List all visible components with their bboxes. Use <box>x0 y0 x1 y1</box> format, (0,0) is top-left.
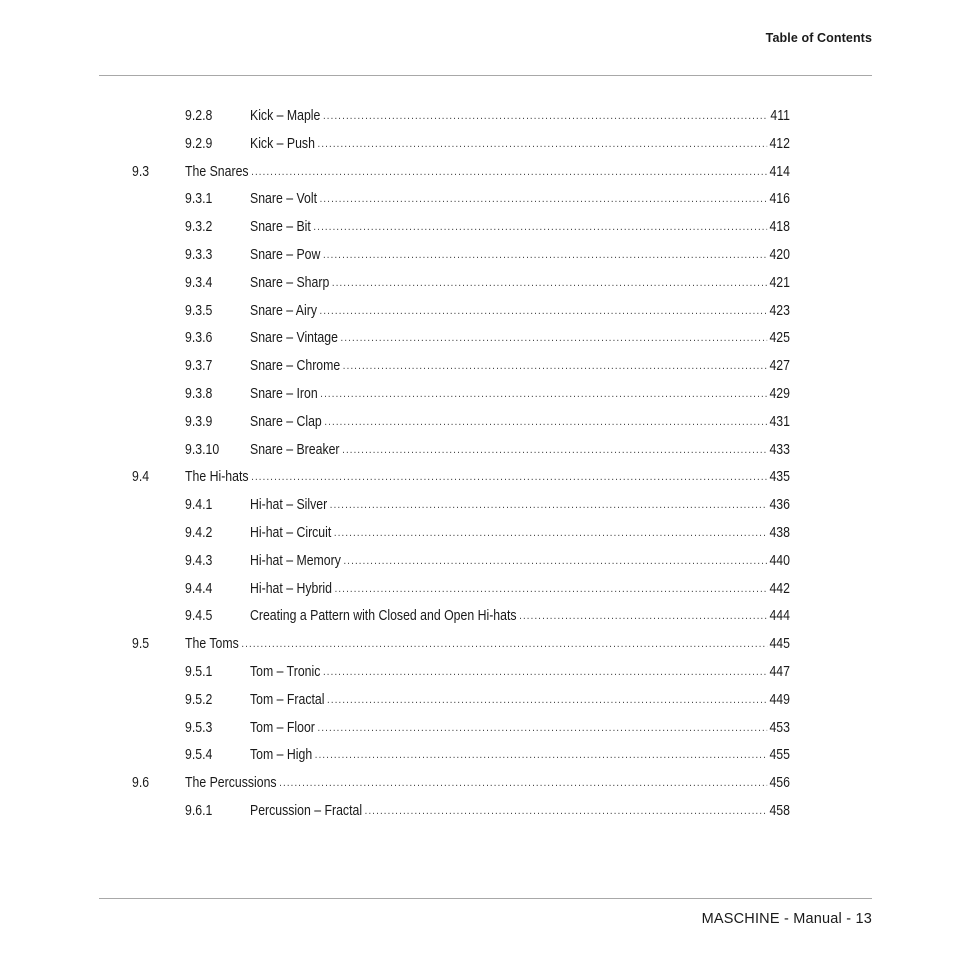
toc-row <box>0 270 820 298</box>
toc-row <box>0 715 820 743</box>
toc-dot-leader <box>335 576 767 604</box>
toc-page-number: 444 <box>769 608 790 625</box>
toc-entry-link[interactable] <box>250 603 790 632</box>
toc-row <box>0 437 820 465</box>
toc-page-number: 436 <box>769 497 790 514</box>
toc-section-number: 9.4.1 <box>184 497 213 514</box>
toc-dot-leader <box>323 242 767 270</box>
toc-entry-title: The Hi-hats <box>184 469 249 486</box>
toc-section-number: 9.3.7 <box>184 358 213 375</box>
toc-row <box>0 548 820 576</box>
toc-dot-leader <box>315 742 767 770</box>
toc-entry-title: Snare – Vintage <box>249 330 338 347</box>
toc-page-number: 440 <box>769 552 790 569</box>
toc-section-number: 9.5.4 <box>184 747 213 764</box>
toc-section-number: 9.3.4 <box>184 274 213 291</box>
toc-row <box>0 464 820 492</box>
toc-section-number: 9.5.1 <box>184 664 213 680</box>
toc-section-number: 9.3.5 <box>184 302 213 319</box>
toc-entry-link[interactable] <box>250 798 790 827</box>
toc-page-number: 411 <box>770 108 790 124</box>
toc-row <box>0 353 820 381</box>
toc-entry-title: Hi-hat – Hybrid <box>249 580 333 597</box>
toc-entry-link[interactable] <box>250 186 790 215</box>
toc-page-number: 453 <box>769 719 790 736</box>
toc-page-number: 435 <box>769 469 790 486</box>
toc-section-number: 9.6.1 <box>184 803 213 819</box>
page-footer: MASCHINE - Manual - 13 <box>701 911 872 927</box>
toc-entry-link[interactable] <box>250 548 790 577</box>
toc-page-number: 420 <box>769 247 790 263</box>
toc-row <box>0 186 820 214</box>
toc-row <box>0 242 820 270</box>
header-divider <box>99 75 872 76</box>
toc-dot-leader <box>318 131 767 159</box>
toc-dot-leader <box>519 603 767 631</box>
toc-dot-leader <box>323 659 767 687</box>
toc-entry-title: Tom – High <box>249 747 313 764</box>
toc-row <box>0 381 820 409</box>
toc-row <box>0 325 820 353</box>
toc-dot-leader <box>317 715 766 743</box>
footer-divider <box>99 898 872 899</box>
toc-row <box>0 520 820 548</box>
toc-section-number: 9.5.3 <box>184 719 213 736</box>
toc-entry-title: Kick – Maple <box>249 108 321 124</box>
toc-section-number: 9.5 <box>131 636 150 653</box>
toc-dot-leader <box>332 270 767 298</box>
toc-page-number: 447 <box>769 664 790 680</box>
toc-section-number: 9.4.2 <box>184 525 213 541</box>
toc-dot-leader <box>341 325 767 353</box>
toc-section-number: 9.3.8 <box>184 386 213 402</box>
toc-row <box>0 492 820 520</box>
toc-dot-leader <box>320 298 767 326</box>
toc-section-number: 9.3.2 <box>184 219 213 236</box>
toc-page-number: 418 <box>769 219 790 236</box>
toc-entry-link[interactable] <box>250 103 790 132</box>
toc-section-number: 9.3.9 <box>184 413 213 430</box>
toc-entry-link[interactable] <box>250 409 790 438</box>
toc-section-number: 9.2.8 <box>184 108 213 124</box>
toc-page-number: 429 <box>769 386 790 402</box>
toc-entry-title: Snare – Clap <box>249 413 322 430</box>
toc-section-number: 9.4.4 <box>184 580 213 597</box>
toc-page-number: 412 <box>769 135 790 152</box>
toc-entry-link[interactable] <box>185 631 790 660</box>
toc-entry-link[interactable] <box>185 464 790 493</box>
toc-dot-leader <box>323 103 768 131</box>
toc-dot-leader <box>365 798 767 826</box>
toc-entry-link[interactable] <box>250 270 790 299</box>
toc-page-number: 427 <box>769 358 790 375</box>
page-header-title: Table of Contents <box>765 31 872 45</box>
toc-page-number: 458 <box>769 803 790 819</box>
toc-page-number: 442 <box>769 580 790 597</box>
toc-entry-title: Snare – Pow <box>249 247 321 263</box>
toc-section-number: 9.3.6 <box>184 330 213 347</box>
toc-entry-title: The Toms <box>184 636 239 653</box>
toc-dot-leader <box>330 492 767 520</box>
toc-entry-link[interactable] <box>250 298 790 327</box>
toc-section-number: 9.5.2 <box>184 691 213 708</box>
toc-page-number: 416 <box>769 191 790 208</box>
toc-entry-title: Hi-hat – Silver <box>249 497 328 514</box>
toc-entry-link[interactable] <box>250 576 790 605</box>
toc-section-number: 9.4 <box>131 469 150 486</box>
toc-dot-leader <box>334 520 767 548</box>
toc-row <box>0 298 820 326</box>
toc-section-number: 9.3.1 <box>184 191 213 208</box>
toc-row <box>0 131 820 159</box>
toc-row <box>0 159 820 187</box>
toc-dot-leader <box>324 409 767 437</box>
toc-entry-link[interactable] <box>250 242 790 271</box>
toc-entry-link[interactable] <box>185 770 790 799</box>
toc-entry-link[interactable] <box>250 659 790 688</box>
toc-entry-link[interactable] <box>250 214 790 243</box>
toc-entry-title: The Snares <box>184 163 249 180</box>
toc-page-number: 445 <box>769 636 790 653</box>
toc-dot-leader <box>342 437 767 465</box>
toc-entry-title: Snare – Airy <box>249 302 317 319</box>
toc-dot-leader <box>241 631 767 659</box>
toc-page-number: 421 <box>769 274 790 291</box>
toc-entry-title: Snare – Volt <box>249 191 317 208</box>
toc-row <box>0 103 820 131</box>
toc-page-number: 449 <box>769 691 790 708</box>
toc-row <box>0 409 820 437</box>
toc-entry-title: Snare – Sharp <box>249 274 330 291</box>
toc-section-number: 9.3.10 <box>184 441 220 458</box>
toc-dot-leader <box>343 353 767 381</box>
toc-section-number: 9.4.5 <box>184 608 213 625</box>
toc-section-number: 9.2.9 <box>184 135 213 152</box>
toc-entry-link[interactable] <box>250 131 790 160</box>
toc-entry-title: Tom – Fractal <box>249 691 325 708</box>
toc-entry-title: Hi-hat – Memory <box>249 552 341 569</box>
toc-entry-title: Snare – Iron <box>249 386 318 402</box>
toc-page-number: 456 <box>769 775 790 792</box>
toc-page-number: 438 <box>769 525 790 541</box>
toc-dot-leader <box>313 214 766 242</box>
toc-page-number: 455 <box>769 747 790 764</box>
toc-entry-link[interactable] <box>250 492 790 521</box>
toc-row <box>0 603 820 631</box>
toc-dot-leader <box>251 159 767 187</box>
toc-row <box>0 214 820 242</box>
toc-dot-leader <box>251 464 767 492</box>
toc-entry-title: Snare – Chrome <box>249 358 341 375</box>
toc-entry-title: Creating a Pattern with Closed and Open Hi-hats <box>249 608 517 625</box>
toc-row <box>0 742 820 770</box>
toc-entry-title: Tom – Floor <box>249 719 315 736</box>
toc-page-number: 433 <box>769 441 790 458</box>
toc-section-number: 9.4.3 <box>184 552 213 569</box>
toc-entry-link[interactable] <box>250 353 790 382</box>
toc-row <box>0 687 820 715</box>
toc-page-number: 423 <box>769 302 790 319</box>
toc-section-number: 9.6 <box>131 775 150 792</box>
toc-section-number: 9.3 <box>131 163 150 180</box>
toc-entry-title: Tom – Tronic <box>249 664 321 680</box>
toc-page-number: 425 <box>769 330 790 347</box>
toc-entry-title: The Percussions <box>184 775 277 792</box>
toc-section-number: 9.3.3 <box>184 247 213 263</box>
toc-row <box>0 798 820 826</box>
toc-entry-link[interactable] <box>250 715 790 744</box>
toc-dot-leader <box>279 770 767 798</box>
toc-entry-link[interactable] <box>250 437 790 466</box>
toc-dot-leader <box>327 687 767 715</box>
toc-page-number: 414 <box>769 163 790 180</box>
toc-page-number: 431 <box>769 413 790 430</box>
toc-entry-link[interactable] <box>250 381 790 410</box>
toc-entry-link[interactable] <box>250 520 790 549</box>
toc-entry-title: Percussion – Fractal <box>249 803 363 819</box>
toc-row <box>0 659 820 687</box>
toc-row <box>0 631 820 659</box>
toc-entry-title: Hi-hat – Circuit <box>249 525 332 541</box>
toc-dot-leader <box>343 548 766 576</box>
toc-entry-link[interactable] <box>250 687 790 716</box>
toc-entry-title: Kick – Push <box>249 135 315 152</box>
toc-entry-title: Snare – Breaker <box>249 441 340 458</box>
toc-entry-link[interactable] <box>185 159 790 188</box>
toc-entry-title: Snare – Bit <box>249 219 311 236</box>
toc-dot-leader <box>320 381 767 409</box>
toc-row <box>0 770 820 798</box>
toc-dot-leader <box>320 186 767 214</box>
toc-row <box>0 576 820 604</box>
toc-entry-link[interactable] <box>250 742 790 771</box>
toc-entry-link[interactable] <box>250 325 790 354</box>
